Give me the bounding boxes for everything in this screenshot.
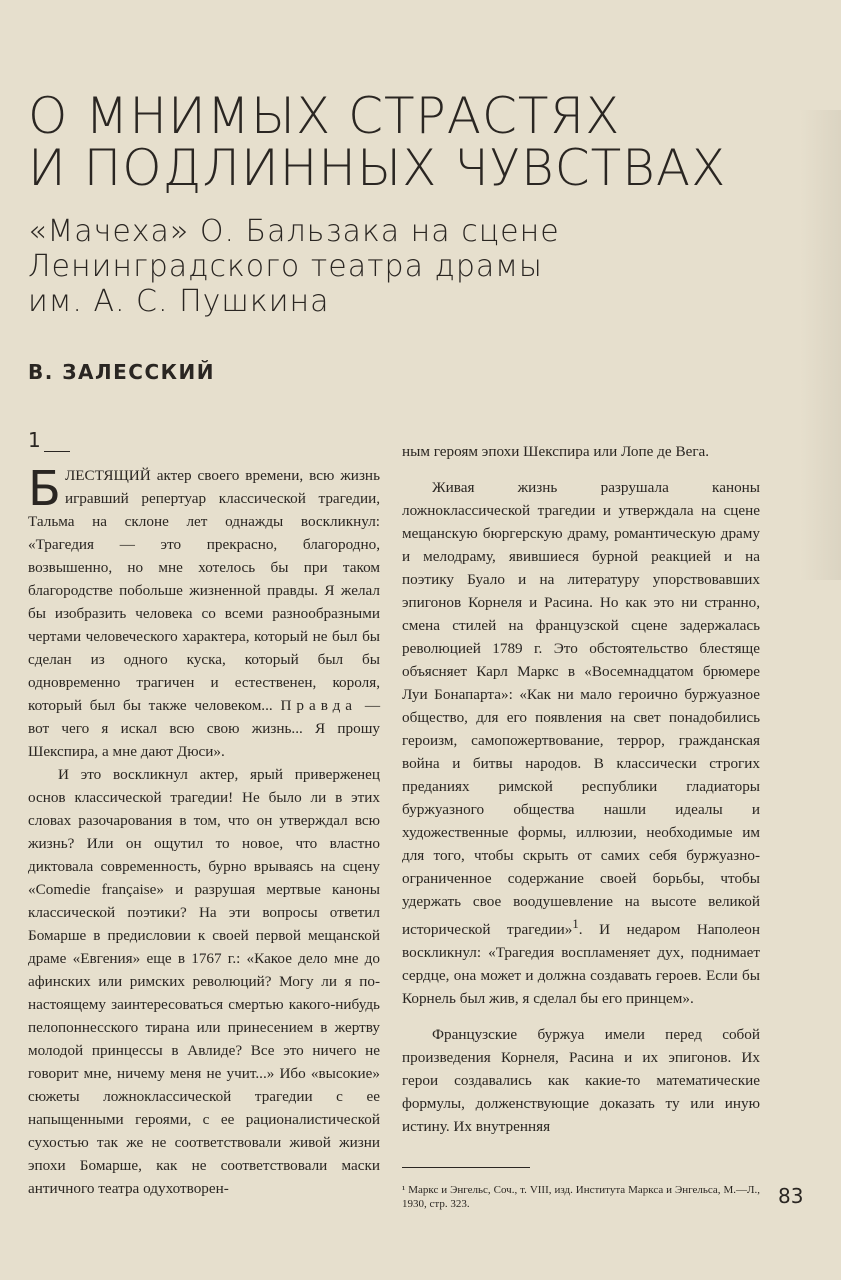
footnote-rule: [402, 1167, 530, 1168]
bleed-through-shadow: [800, 110, 841, 580]
paragraph-continued: ным героям эпохи Шекспира или Лопе де Вега.: [402, 443, 710, 460]
paragraph-marx-quote: [402, 476, 760, 1010]
left-column: [28, 461, 380, 1200]
title-line-2: И ПОДЛИННЫХ ЧУВСТВАХ: [28, 139, 727, 197]
subtitle-line-2: Ленинградского театра драмы: [28, 249, 543, 284]
opening-text-end: — вот чего я искал всю свою жизнь... Я прошу Шекспира, а мне дают Дюси».: [28, 697, 380, 760]
article-title: [28, 87, 788, 197]
right-column: [402, 440, 760, 1138]
drop-cap: Б: [28, 461, 61, 517]
section-rule: [44, 451, 70, 452]
page-number: 83: [778, 1184, 804, 1208]
paragraph-text-end: . И недаром Наполеон воскликнул: «Трагедия воспламеняет дух, поднимает сердце, она может и должна создавать героев. Если бы Корнель был жив, я сделал бы его принцем».: [402, 921, 760, 1008]
section-number: 1: [28, 428, 41, 452]
paragraph-french-bourgeois: Французские буржуа имели перед собой произведения Корнеля, Расина и их эпигонов. Их герои создавались как какие-то математические формулы, долженствующие доказать ту или иную истину. Их внутренняя: [402, 1026, 760, 1136]
paragraph-2: И это воскликнул актер, ярый приверженец основ классической трагедии! Не было ли в этих словах разочарования в том, что он утверждал всю жизнь? Или он ощутил то новое, что властно диктовала современность, бурно врываясь на сцену «Comedie française» и разрушая мертвые каноны классической поэтики? На эти вопросы ответил Бомарше в предисловии к своей первой мещанской драме «Евгения» еще в 1767 г.: «Какое дело мне до афинских или римских революций? Могу ли я по-настоящему заинтересоваться смертью какого-нибудь пелопоннесского тирана или принесением в жертву молодой принцессы в Авлиде? Все это ничего не говорит мне, ничему меня не учит...» Ибо «высокие» сюжеты ложноклассической трагедии с ее напыщенными героями, с ее рационалистической сухостью так же не соответствовали живой жизни эпохи Бомарше, как не соответствовали маски античного театра одухотворен-: [28, 766, 380, 1197]
paragraph-opening: [28, 461, 380, 763]
article-subtitle: [28, 214, 798, 319]
opening-text: ЛЕСТЯЩИЙ актер своего времени, всю жизнь игравший репертуар классической трагедии, Тальма на склоне лет однажды воскликнул: «Трагедия — это прекрасно, благородно, возвышенно, но мне хотелось бы при таком благородстве побольше жизненной правды. Я желал бы изобразить человека со всеми разнообразными чертами человеческого характера, который не был бы сделан из одного куска, который был бы одновременно трагичен и естественен, короля, который был бы также человеком...: [28, 467, 380, 714]
author-byline: В. ЗАЛЕССКИЙ: [28, 360, 215, 384]
title-line-1: О МНИМЫХ СТРАСТЯХ: [28, 87, 621, 145]
footnote: ¹ Маркс и Энгельс, Соч., т. VIII, изд. Института Маркса и Энгельса, М.—Л., 1930, стр. 323.: [402, 1184, 760, 1210]
subtitle-line-1: «Мачеха» О. Бальзака на сцене: [28, 214, 560, 249]
paragraph-text: Живая жизнь разрушала каноны ложноклассической трагедии и утверждала на сцене мещанскую бюргерскую драму, романтическую драму и мелодраму, явившиеся бурной реакцией и на поэтику Буало и на литературу упорствовавших эпигонов Корнеля и Расина. Но как это ни странно, смена стилей на французской сцене задержалась революцией 1789 г. Это обстоятельство блестяще объясняет Карл Маркс в «Восемнадцатом брюмере Луи Бонапарта»: «Как ни мало героично буржуазное общество, для его появления на свет понадобились героизм, самопожертвование, террор, гражданская война и битвы народов. В классически строгих преданиях римской республики гладиаторы буржуазного общества нашли идеалы и художественные формы, иллюзии, необходимые им для того, чтобы скрыть от самих себя буржуазно-ограниченное содержание своей борьбы, чтобы удержать свое воодушевление на высоте великой исторической трагедии»: [402, 479, 760, 939]
subtitle-line-3: им. А. С. Пушкина: [28, 284, 330, 319]
footnote-marker: 1: [572, 917, 579, 931]
spaced-emphasis: Правда: [280, 697, 358, 714]
